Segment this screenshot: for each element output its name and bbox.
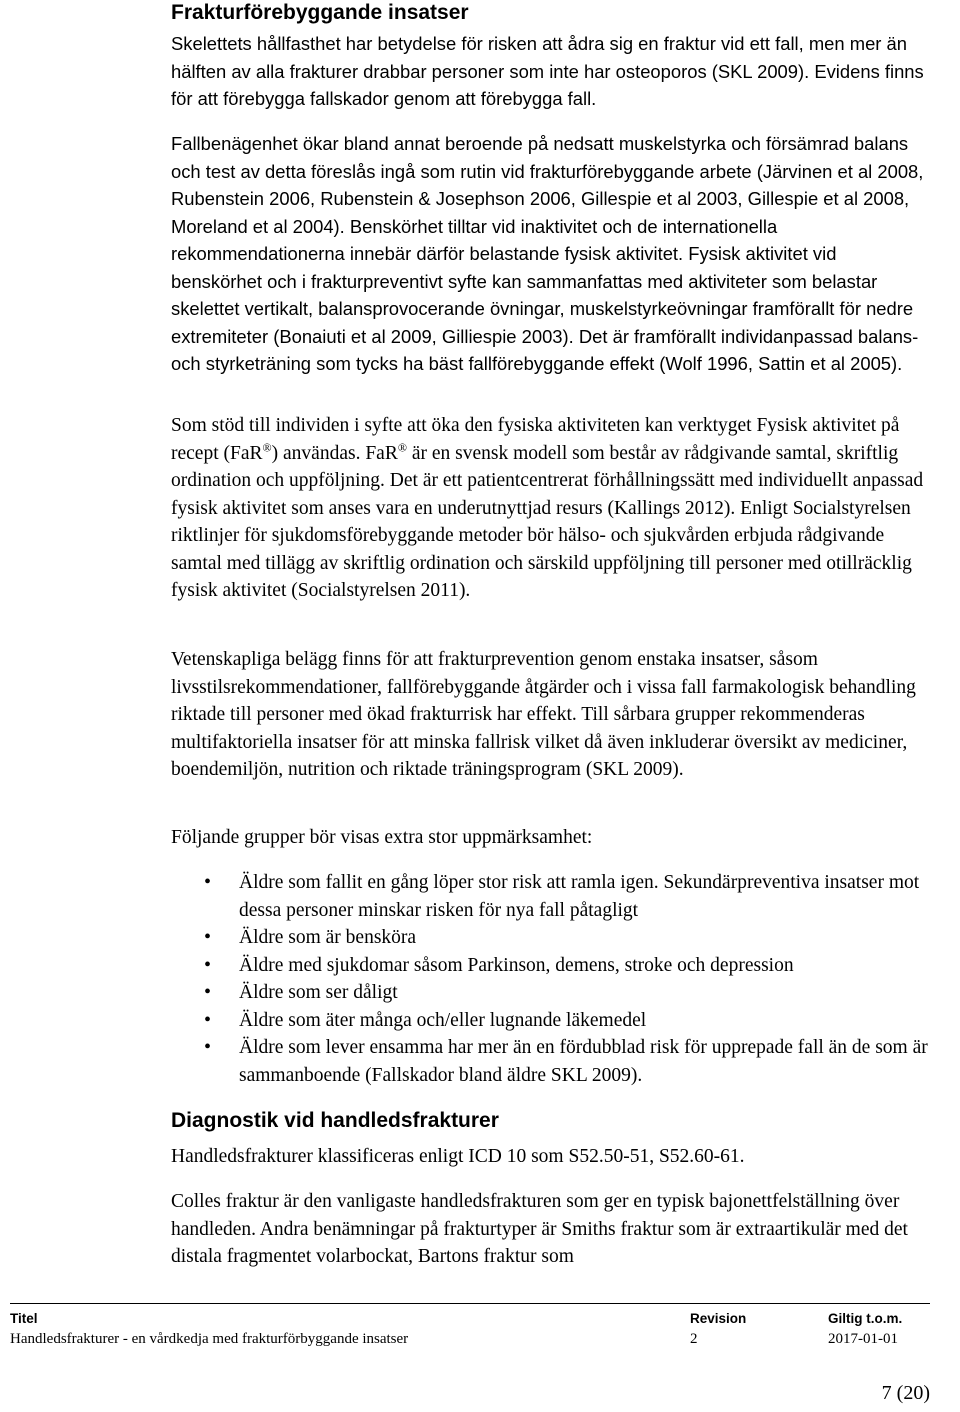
list-item bbox=[171, 952, 931, 980]
section-heading-fracture-prevention: Frakturförebyggande insatser bbox=[171, 1, 469, 24]
registered-mark-1: ® bbox=[262, 440, 272, 454]
list-item-text: Äldre som ser dåligt bbox=[239, 982, 398, 1003]
list-item-text: Äldre som är benskörа bbox=[239, 927, 417, 948]
footer-valid-label: Giltig t.o.m. bbox=[828, 1311, 903, 1326]
far-text-c: är en svensk modell som består av rådgivande samtal, skriftlig ordination och uppföljning. Det är ett patientcentrerat förhållningssätt med individuellt anpassad fysisk aktivitet som anses vara en underutnyttjad resurs (Kallings 2012). Enligt Socialstyrelsen riktlinjer för sjukdomsförebyggande metoder bör hälso- och sjukvården erbjuda rådgivande samtal med tillägg av skriftlig ordination och särskild uppföljning till personer med otillräcklig fysisk aktivitet (Socialstyrelsen 2011). bbox=[171, 442, 924, 601]
page-number: 7 (20) bbox=[881, 1382, 930, 1404]
paragraph-fall-tendency-intro bbox=[171, 130, 931, 378]
list-item bbox=[171, 869, 931, 924]
paragraph-icd-classification: Handledsfrakturer klassificeras enligt ICD 10 som S52.50-51, S52.60-61. bbox=[171, 1146, 745, 1167]
footer-revision-value: 2 bbox=[690, 1331, 698, 1347]
footer-divider bbox=[10, 1303, 930, 1304]
bullet-glyph: • bbox=[204, 1008, 212, 1031]
paragraph-far bbox=[171, 412, 931, 605]
bullet-glyph: • bbox=[204, 953, 212, 976]
bullet-glyph: • bbox=[204, 926, 212, 948]
bullet-glyph: • bbox=[204, 871, 212, 893]
paragraph-fall-tendency: Fallbenägenhet ökar bland annat beroende på nedsatt muskelstyrka och försämrad balans och test av detta föreslås ingå som rutin vid frakturförebyggande arbete (Järvinen et al 2008, Rubenstein 2006, Rubenstein & Josephson 2006, Gillespie et al 2003, Gillespie et al 2008, Moreland et al 2004). Benskörhet tilltar vid inaktivitet och de internationella rekommendationerna innebär därför belastande fysisk aktivitet. Fysisk aktivitet vid benskörhet och i frakturpreventivt syfte kan sammanfattas med aktiviteter som belastar skelettet vertikalt, balansprovocerande övningar, muskelstyrkeövningar framförallt för nedre extremiteter (Bonaiuti et al 2009, Gilliespie 2003). Det är framförallt individanpassad balans- och styrketräning som tycks ha bäst fallförebyggande effekt (Wolf 1996, Sattin et al 2005). bbox=[171, 133, 924, 374]
bullet-glyph: • bbox=[204, 981, 212, 1003]
bullet-glyph: • bbox=[204, 1036, 212, 1058]
list-item-text: Äldre med sjukdomar såsom Parkinson, demens, stroke och depression bbox=[239, 954, 794, 976]
list-item bbox=[171, 1007, 931, 1035]
footer-title-value: Handledsfrakturer - en vårdkedja med frakturförbyggande insatser bbox=[10, 1331, 409, 1347]
registered-mark-2: ® bbox=[397, 440, 407, 454]
footer-valid-value: 2017-01-01 bbox=[828, 1331, 898, 1347]
paragraph-bone-strength: Skelettets hållfasthet har betydelse för risken att ådra sig en fraktur vid ett fall, men mer än hälften av alla frakturer drabbar personer som inte har osteoporos (SKL 2009). Evidens finns för att förebygga fallskador genom att förebygga fall. bbox=[171, 33, 924, 109]
far-text-a: Som stöd till individen i syfte att öka den fysiska aktiviteten kan verktyget Fysisk aktivitet på recept (FaR bbox=[171, 415, 900, 464]
far-text-b: ) användas. FaR bbox=[271, 442, 398, 464]
paragraph-groups-intro: Följande grupper bör visas extra stor uppmärksamhet: bbox=[171, 827, 593, 848]
paragraph-colles-fracture: Colles fraktur är den vanligaste handledsfrakturen som ger en typisk bajonettfelställning över handleden. Andra benämningar på frakturtyper är Smiths fraktur som är extraartikulär med det distala fragmentet volarbockat, Bartons fraktur som bbox=[171, 1191, 908, 1267]
risk-groups-list bbox=[171, 869, 931, 1089]
list-item-text: Äldre som lever ensamma har mer än en fördubblad risk för upprepade fall än de som är sammanboende (Fallskador bland äldre SKL 2009). bbox=[239, 1037, 928, 1086]
list-item bbox=[171, 1034, 931, 1089]
list-item bbox=[171, 979, 931, 1007]
list-item bbox=[171, 924, 931, 952]
footer-title-label: Titel bbox=[10, 1311, 38, 1326]
paragraph-scientific-evidence: Vetenskapliga belägg finns för att frakturprevention genom enstaka insatser, såsom livsstilsrekommendationer, fallförebyggande åtgärder och i vissa fall farmakologisk behandling riktade till personer med ökad frakturrisk har effekt. Till sårbara grupper rekommenderas multifaktoriella insatser för att minska fallrisk vilket då även inkluderar översikt av mediciner, boendemiljön, nutrition och riktade träningsprogram (SKL 2009). bbox=[171, 649, 916, 780]
list-item-text: Äldre som fallit en gång löper stor risk att ramla igen. Sekundärpreventiva insatser mot dessa personer minskar risken för nya fall påtagligt bbox=[239, 872, 920, 921]
section-heading-wrist-diagnostics: Diagnostik vid handledsfrakturer bbox=[171, 1109, 499, 1132]
footer-revision-label: Revision bbox=[690, 1311, 747, 1326]
list-item-text: Äldre som äter många och/eller lugnande läkemedel bbox=[239, 1009, 647, 1031]
